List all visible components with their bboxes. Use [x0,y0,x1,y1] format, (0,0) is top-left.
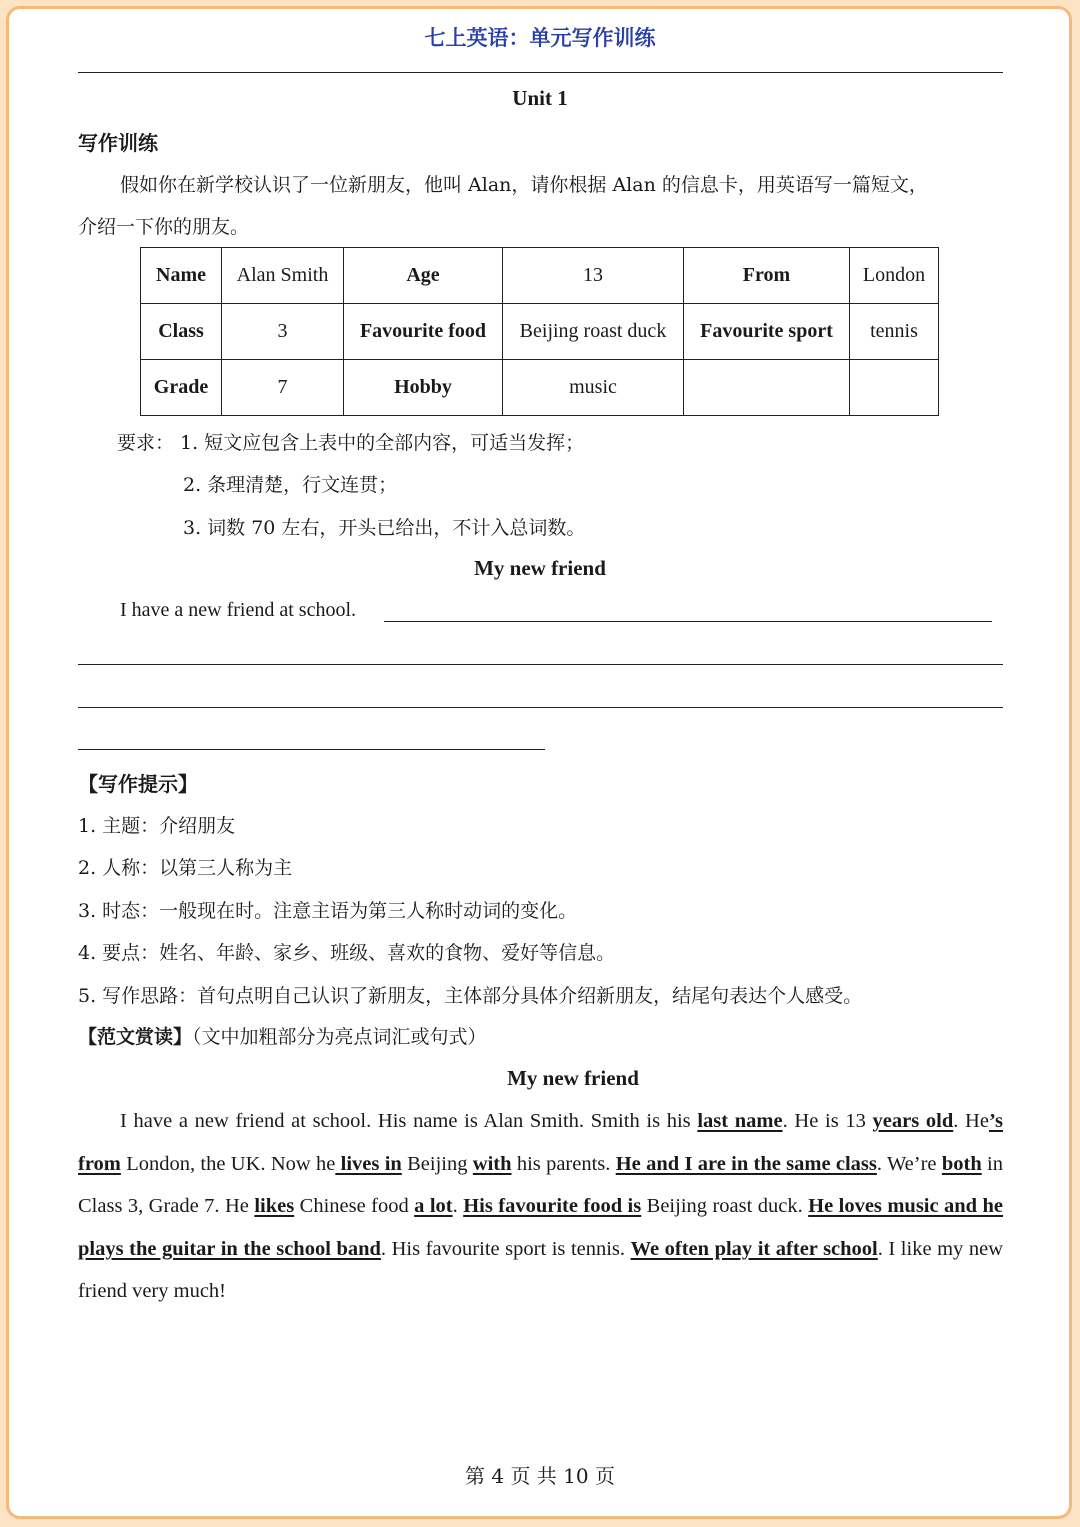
table-cell: Grade [141,360,222,416]
tip-item: 2. 人称：以第三人称为主 [78,857,293,879]
highlight-phrase: with [472,1152,512,1175]
tip-item: 4. 要点：姓名、年龄、家乡、班级、喜欢的食物、爱好等信息。 [78,942,616,964]
table-cell: Age [344,248,503,304]
answer-line[interactable] [384,621,992,622]
table-cell: Hobby [344,360,503,416]
header-rule [78,72,1003,73]
header-title: 七上英语：单元写作训练 [424,26,656,50]
essay-text: . His favourite sport is tennis. [380,1237,631,1260]
task-instruction-line2: 介绍一下你的朋友。 [78,216,250,238]
essay-text: . We’re [876,1152,942,1175]
highlight-phrase: a lot [414,1195,453,1218]
essay-text: . He [953,1110,989,1132]
table-cell: Alan Smith [222,248,344,304]
highlight-phrase: We often play it after school [630,1237,878,1260]
table-cell: music [503,360,684,416]
answer-line[interactable] [78,664,1003,665]
highlight-phrase: last name [697,1110,783,1132]
table-cell: 13 [503,248,684,304]
essay-text: Chinese food [294,1195,415,1218]
essay-text: in Class 3, Grade 7. He [78,1152,1003,1218]
requirement-item: 3. 词数 70 左右，开头已给出，不计入总词数。 [183,517,586,539]
model-heading-label: 【范文赏读】 [78,1026,193,1048]
model-heading-note: （文中加粗部分为亮点词汇或句式） [192,1026,487,1048]
essay-text: . He is 13 [782,1110,873,1132]
essay-text: . I like my new friend very much! [78,1237,1003,1303]
answer-line[interactable] [78,707,1003,708]
table-cell: Class [141,304,222,360]
highlight-phrase: likes [254,1195,295,1218]
essay-text: Beijing [401,1152,473,1175]
highlight-phrase: ’s from [78,1110,1004,1175]
highlight-phrase: He loves music and he plays the guitar in the school band [78,1195,1004,1260]
highlight-phrase: lives in [335,1152,402,1175]
table-cell [850,360,939,416]
table-cell: Favourite sport [684,304,850,360]
table-cell: tennis [850,304,939,360]
table-row [141,304,939,360]
tips-heading: 【写作提示】 [78,772,198,796]
requirement-item: 2. 条理清楚，行文连贯； [183,474,398,496]
highlight-phrase: His favourite food is [463,1195,642,1218]
table-cell: London [850,248,939,304]
essay-text: Beijing roast duck. [641,1195,809,1218]
model-essay [78,1100,1003,1313]
table-cell: 7 [222,360,344,416]
model-title: My new friend [507,1066,639,1090]
tip-item: 5. 写作思路：首句点明自己认识了新朋友，主体部分具体介绍新朋友，结尾句表达个人感受。 [78,985,863,1007]
tip-item: 1. 主题：介绍朋友 [78,815,236,837]
page-number: 第 4 页 共 10 页 [465,1464,615,1488]
table-row [141,248,939,304]
highlight-phrase: years old [872,1110,954,1132]
table-cell: Name [141,248,222,304]
table-cell: Favourite food [344,304,503,360]
table-cell: From [684,248,850,304]
essay-text: . [452,1195,464,1218]
starter-sentence: I have a new friend at school. [120,599,357,621]
table-cell: 3 [222,304,344,360]
writing-title: My new friend [474,556,606,580]
table-row [141,360,939,416]
model-heading [78,1022,487,1049]
essay-text: I have a new friend at school. His name is Alan Smith. Smith is his [120,1110,698,1132]
table-cell: Beijing roast duck [503,304,684,360]
highlight-phrase: both [941,1152,982,1175]
essay-text: London, the UK. Now he [120,1152,336,1175]
table-cell [684,360,850,416]
info-card-table [140,247,939,416]
requirements-label: 要求： [117,432,175,454]
unit-title: Unit 1 [512,86,568,110]
requirement-item: 1. 短文应包含上表中的全部内容，可适当发挥； [180,432,585,454]
highlight-phrase: He and I are in the same class [615,1152,877,1175]
answer-line[interactable] [78,749,545,750]
tip-item: 3. 时态：一般现在时。注意主语为第三人称时动词的变化。 [78,900,578,922]
section-heading: 写作训练 [78,131,158,155]
essay-text: his parents. [511,1152,616,1175]
task-instruction-line1: 假如你在新学校认识了一位新朋友，他叫 Alan，请你根据 Alan 的信息卡，用英语写一篇短文， [120,174,928,196]
